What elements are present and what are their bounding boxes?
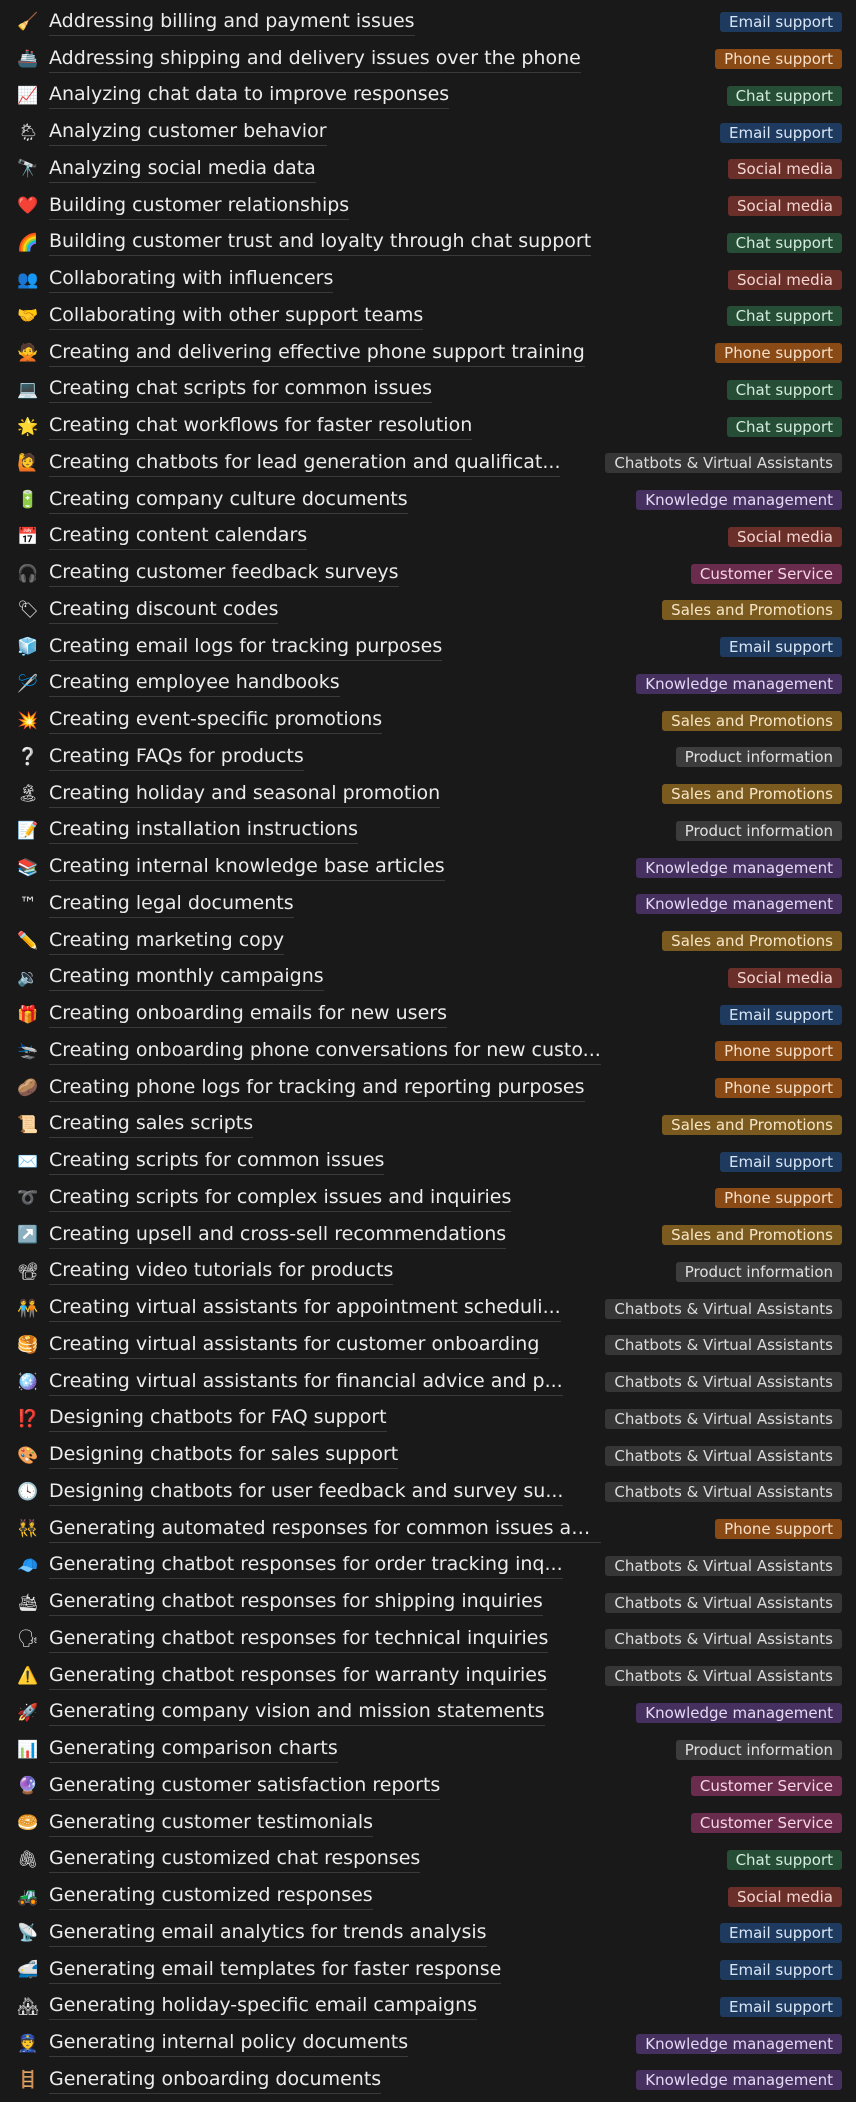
laptop-icon: 💻 bbox=[17, 379, 39, 400]
item-title[interactable]: Creating chatbots for lead generation and qualificat... bbox=[49, 450, 560, 477]
item-title[interactable]: Creating virtual assistants for customer onboarding bbox=[49, 1332, 539, 1359]
mirror-ball-icon: 🪩 bbox=[17, 1372, 39, 1393]
category-tag: Chatbots & Virtual Assistants bbox=[605, 1446, 842, 1466]
category-tag: Social media bbox=[728, 196, 842, 216]
item-title[interactable]: Creating video tutorials for products bbox=[49, 1258, 393, 1285]
memo-icon: 📝 bbox=[17, 820, 39, 841]
item-title[interactable]: Generating customer satisfaction reports bbox=[49, 1773, 440, 1800]
item-title[interactable]: Analyzing chat data to improve responses bbox=[49, 82, 449, 109]
scroll-icon: 📜 bbox=[17, 1114, 39, 1135]
item-title[interactable]: Generating customized responses bbox=[49, 1883, 373, 1910]
list-item[interactable] bbox=[0, 1952, 856, 1989]
item-title[interactable]: Creating onboarding emails for new users bbox=[49, 1001, 447, 1028]
category-tag: Product information bbox=[676, 1262, 842, 1282]
category-tag: Customer Service bbox=[691, 1813, 842, 1833]
category-tag: Product information bbox=[676, 1740, 842, 1760]
item-title[interactable]: Creating event-specific promotions bbox=[49, 707, 382, 734]
calendar-icon: 📅 bbox=[17, 526, 39, 547]
item-title[interactable]: Creating virtual assistants for financial advice and p... bbox=[49, 1369, 563, 1396]
item-title[interactable]: Addressing billing and payment issues bbox=[49, 9, 415, 36]
category-tag: Email support bbox=[720, 637, 842, 657]
bar-chart-icon: 📊 bbox=[17, 1739, 39, 1760]
list-item[interactable] bbox=[0, 1878, 856, 1915]
label-tag-icon: 🏷 bbox=[17, 600, 39, 621]
list-item[interactable] bbox=[0, 776, 856, 813]
item-title[interactable]: Generating email analytics for trends analysis bbox=[49, 1920, 487, 1947]
item-title[interactable]: Creating monthly campaigns bbox=[49, 964, 324, 991]
list-item[interactable] bbox=[0, 1180, 856, 1217]
list-item[interactable] bbox=[0, 298, 856, 335]
sun-rain-cloud-icon: 🌦 bbox=[17, 122, 39, 143]
sewing-needle-icon: 🪡 bbox=[17, 673, 39, 694]
list-item[interactable] bbox=[0, 261, 856, 298]
category-tag: Chat support bbox=[727, 86, 842, 106]
list-item[interactable] bbox=[0, 592, 856, 629]
exclamation-question-icon: ⁉️ bbox=[17, 1408, 39, 1429]
item-title[interactable]: Generating internal policy documents bbox=[49, 2030, 408, 2057]
category-tag: Chatbots & Virtual Assistants bbox=[605, 1299, 842, 1319]
category-tag: Knowledge management bbox=[636, 2070, 842, 2090]
list-item[interactable] bbox=[0, 2025, 856, 2062]
category-tag: Chat support bbox=[727, 1850, 842, 1870]
list-item[interactable] bbox=[0, 1805, 856, 1842]
category-tag: Email support bbox=[720, 1997, 842, 2017]
chart-increasing-icon: 📈 bbox=[17, 85, 39, 106]
item-title[interactable]: Creating internal knowledge base articles bbox=[49, 854, 445, 881]
category-tag: Phone support bbox=[715, 1519, 842, 1539]
item-title[interactable]: Generating chatbot responses for order tracking inq... bbox=[49, 1552, 563, 1579]
palette-icon: 🎨 bbox=[17, 1445, 39, 1466]
up-right-arrow-icon: ↗️ bbox=[17, 1225, 39, 1246]
item-title[interactable]: Generating email templates for faster response bbox=[49, 1957, 501, 1984]
item-title[interactable]: Generating chatbot responses for technical inquiries bbox=[49, 1626, 548, 1653]
telescope-icon: 🔭 bbox=[17, 159, 39, 180]
item-title[interactable]: Creating email logs for tracking purposes bbox=[49, 634, 442, 661]
list-item[interactable] bbox=[0, 1364, 856, 1401]
list-item[interactable] bbox=[0, 702, 856, 739]
category-tag: Knowledge management bbox=[636, 1703, 842, 1723]
item-title[interactable]: Creating phone logs for tracking and reporting purposes bbox=[49, 1075, 585, 1102]
collision-icon: 💥 bbox=[17, 710, 39, 731]
item-title[interactable]: Creating onboarding phone conversations for new custo... bbox=[49, 1038, 601, 1065]
item-title[interactable]: Addressing shipping and delivery issues over the phone bbox=[49, 46, 581, 73]
list-item[interactable] bbox=[0, 1070, 856, 1107]
tractor-icon: 🚜 bbox=[17, 1886, 39, 1907]
category-tag: Sales and Promotions bbox=[662, 1115, 842, 1135]
police-officer-icon: 👮 bbox=[17, 2033, 39, 2054]
list-item[interactable] bbox=[0, 372, 856, 409]
category-tag: Chatbots & Virtual Assistants bbox=[605, 1372, 842, 1392]
item-title[interactable]: Generating company vision and mission statements bbox=[49, 1699, 545, 1726]
list-item[interactable] bbox=[0, 996, 856, 1033]
category-tag: Chat support bbox=[727, 380, 842, 400]
category-tag: Chatbots & Virtual Assistants bbox=[605, 1593, 842, 1613]
category-tag: Social media bbox=[728, 270, 842, 290]
rainbow-icon: 🌈 bbox=[17, 232, 39, 253]
category-tag: Email support bbox=[720, 1005, 842, 1025]
item-title[interactable]: Creating customer feedback surveys bbox=[49, 560, 399, 587]
item-title[interactable]: Generating customized chat responses bbox=[49, 1846, 420, 1873]
list-item[interactable] bbox=[0, 1915, 856, 1952]
item-title[interactable]: Designing chatbots for FAQ support bbox=[49, 1405, 387, 1432]
category-tag: Sales and Promotions bbox=[662, 931, 842, 951]
broom-icon: 🧹 bbox=[17, 12, 39, 33]
list-item[interactable] bbox=[0, 41, 856, 78]
category-tag: Email support bbox=[720, 1152, 842, 1172]
category-tag: Product information bbox=[676, 747, 842, 767]
item-title[interactable]: Creating chat workflows for faster resolution bbox=[49, 413, 472, 440]
warning-icon: ⚠️ bbox=[17, 1666, 39, 1687]
handshake-icon: 🤝 bbox=[17, 306, 39, 327]
list-item[interactable] bbox=[0, 408, 856, 445]
list-item[interactable] bbox=[0, 78, 856, 115]
gift-box-icon: 🎁 bbox=[17, 1004, 39, 1025]
list-item[interactable] bbox=[0, 1842, 856, 1879]
list-item[interactable] bbox=[0, 1658, 856, 1695]
category-tag: Email support bbox=[720, 123, 842, 143]
category-tag: Email support bbox=[720, 12, 842, 32]
category-tag: Chatbots & Virtual Assistants bbox=[605, 1666, 842, 1686]
list-item[interactable] bbox=[0, 1511, 856, 1548]
item-title[interactable]: Generating holiday-specific email campaigns bbox=[49, 1993, 477, 2020]
item-title[interactable]: Creating scripts for common issues bbox=[49, 1148, 384, 1175]
list-item[interactable] bbox=[0, 666, 856, 703]
category-tag: Phone support bbox=[715, 1078, 842, 1098]
category-tag: Knowledge management bbox=[636, 894, 842, 914]
battery-icon: 🔋 bbox=[17, 490, 39, 511]
category-tag: Knowledge management bbox=[636, 490, 842, 510]
category-tag: Social media bbox=[728, 968, 842, 988]
speaker-icon: 🔉 bbox=[17, 967, 39, 988]
item-title[interactable]: Building customer trust and loyalty through chat support bbox=[49, 229, 591, 256]
item-title[interactable]: Generating comparison charts bbox=[49, 1736, 338, 1763]
list-item[interactable] bbox=[0, 335, 856, 372]
ice-cube-icon: 🧊 bbox=[17, 637, 39, 658]
item-title[interactable]: Creating employee handbooks bbox=[49, 670, 340, 697]
category-tag: Product information bbox=[676, 821, 842, 841]
list-item[interactable] bbox=[0, 482, 856, 519]
item-title[interactable]: Creating scripts for complex issues and inquiries bbox=[49, 1185, 511, 1212]
people-group-icon: 🧑‍🤝‍🧑 bbox=[17, 1298, 39, 1319]
paperclip-icon: 🖇 bbox=[17, 1849, 39, 1870]
item-title[interactable]: Creating company culture documents bbox=[49, 487, 408, 514]
category-tag: Sales and Promotions bbox=[662, 711, 842, 731]
list-item[interactable] bbox=[0, 1254, 856, 1291]
category-tag: Email support bbox=[720, 1960, 842, 1980]
train-icon: 🚅 bbox=[17, 1960, 39, 1981]
list-item[interactable] bbox=[0, 4, 856, 41]
category-tag: Chat support bbox=[727, 417, 842, 437]
item-title[interactable]: Generating chatbot responses for warranty inquiries bbox=[49, 1663, 547, 1690]
list-item[interactable] bbox=[0, 1548, 856, 1585]
list-item[interactable] bbox=[0, 1768, 856, 1805]
list-item[interactable] bbox=[0, 151, 856, 188]
satellite-antenna-icon: 📡 bbox=[17, 1923, 39, 1944]
item-title[interactable]: Designing chatbots for sales support bbox=[49, 1442, 398, 1469]
item-title[interactable]: Creating virtual assistants for appointment scheduli... bbox=[49, 1295, 561, 1322]
desert-island-icon: 🏝 bbox=[17, 784, 39, 805]
list-item[interactable] bbox=[0, 1327, 856, 1364]
clock-icon: 🕓 bbox=[17, 1482, 39, 1503]
list-item[interactable] bbox=[0, 1143, 856, 1180]
person-gesturing-icon: 🙅 bbox=[17, 343, 39, 364]
category-tag: Sales and Promotions bbox=[662, 1225, 842, 1245]
item-title[interactable]: Generating chatbot responses for shipping inquiries bbox=[49, 1589, 543, 1616]
crystal-ball-icon: 🔮 bbox=[17, 1776, 39, 1797]
speaking-head-icon: 🗣 bbox=[17, 1629, 39, 1650]
category-tag: Customer Service bbox=[691, 1776, 842, 1796]
item-title[interactable]: Creating marketing copy bbox=[49, 928, 284, 955]
airplane-arrival-icon: 🛬 bbox=[17, 1041, 39, 1062]
category-tag: Knowledge management bbox=[636, 858, 842, 878]
category-tag: Chatbots & Virtual Assistants bbox=[605, 1335, 842, 1355]
category-tag: Knowledge management bbox=[636, 674, 842, 694]
trademark-icon: ™ bbox=[19, 894, 37, 915]
list-item[interactable] bbox=[0, 1033, 856, 1070]
category-tag: Chatbots & Virtual Assistants bbox=[605, 453, 842, 473]
item-title[interactable]: Creating holiday and seasonal promotion bbox=[49, 781, 440, 808]
list-item[interactable] bbox=[0, 1584, 856, 1621]
list-item[interactable] bbox=[0, 1437, 856, 1474]
category-tag: Chatbots & Virtual Assistants bbox=[605, 1556, 842, 1576]
category-tag: Social media bbox=[728, 159, 842, 179]
list-item[interactable] bbox=[0, 960, 856, 997]
list-item[interactable] bbox=[0, 739, 856, 776]
list-item[interactable] bbox=[0, 1989, 856, 2026]
pencil-icon: ✏️ bbox=[17, 931, 39, 952]
people-dancing-icon: 👯 bbox=[17, 1519, 39, 1540]
list-item[interactable] bbox=[0, 1695, 856, 1732]
item-title[interactable]: Creating installation instructions bbox=[49, 817, 358, 844]
category-tag: Social media bbox=[728, 1887, 842, 1907]
item-title[interactable]: Analyzing social media data bbox=[49, 156, 316, 183]
item-title[interactable]: Creating content calendars bbox=[49, 523, 307, 550]
category-tag: Chat support bbox=[727, 233, 842, 253]
list-item[interactable] bbox=[0, 2062, 856, 2099]
glowing-star-icon: 🌟 bbox=[17, 416, 39, 437]
list-item[interactable] bbox=[0, 1217, 856, 1254]
list-item[interactable] bbox=[0, 1401, 856, 1438]
list-item[interactable] bbox=[0, 1621, 856, 1658]
category-tag: Phone support bbox=[715, 343, 842, 363]
list-item[interactable] bbox=[0, 849, 856, 886]
list-item[interactable] bbox=[0, 188, 856, 225]
category-tag: Chatbots & Virtual Assistants bbox=[605, 1409, 842, 1429]
list-item[interactable] bbox=[0, 923, 856, 960]
ladder-icon: 🪜 bbox=[17, 2070, 39, 2091]
item-title[interactable]: Building customer relationships bbox=[49, 193, 349, 220]
list-item[interactable] bbox=[0, 114, 856, 151]
film-projector-icon: 📽 bbox=[17, 1261, 39, 1282]
list-item[interactable] bbox=[0, 445, 856, 482]
category-tag: Chat support bbox=[727, 306, 842, 326]
list-item[interactable] bbox=[0, 1107, 856, 1144]
pancakes-icon: 🥞 bbox=[17, 1335, 39, 1356]
people-icon: 👥 bbox=[17, 269, 39, 290]
category-tag: Phone support bbox=[715, 1188, 842, 1208]
books-icon: 📚 bbox=[17, 857, 39, 878]
list-item[interactable] bbox=[0, 629, 856, 666]
person-raising-hand-icon: 🙋 bbox=[17, 453, 39, 474]
item-title[interactable]: Collaborating with other support teams bbox=[49, 303, 423, 330]
category-tag: Chatbots & Virtual Assistants bbox=[605, 1482, 842, 1502]
envelope-icon: ✉️ bbox=[17, 1151, 39, 1172]
category-tag: Phone support bbox=[715, 1041, 842, 1061]
item-title[interactable]: Creating discount codes bbox=[49, 597, 278, 624]
cap-icon: 🧢 bbox=[17, 1555, 39, 1576]
list-item[interactable] bbox=[0, 519, 856, 556]
item-title[interactable]: Creating upsell and cross-sell recommendations bbox=[49, 1222, 506, 1249]
list-item[interactable] bbox=[0, 1474, 856, 1511]
houses-icon: 🏘 bbox=[17, 1996, 39, 2017]
red-heart-icon: ❤️ bbox=[17, 196, 39, 217]
list-item[interactable] bbox=[0, 813, 856, 850]
category-tag: Customer Service bbox=[691, 564, 842, 584]
bagel-icon: 🥯 bbox=[17, 1813, 39, 1834]
item-title[interactable]: Generating customer testimonials bbox=[49, 1810, 373, 1837]
item-title[interactable]: Designing chatbots for user feedback and survey su... bbox=[49, 1479, 563, 1506]
question-mark-icon: ❔ bbox=[17, 747, 39, 768]
headphones-icon: 🎧 bbox=[17, 563, 39, 584]
passenger-ship-icon: 🛳 bbox=[17, 1592, 39, 1613]
rocket-icon: 🚀 bbox=[17, 1702, 39, 1723]
list-item[interactable] bbox=[0, 1290, 856, 1327]
category-tag: Sales and Promotions bbox=[662, 600, 842, 620]
curly-loop-icon: ➰ bbox=[17, 1188, 39, 1209]
list-item[interactable] bbox=[0, 1731, 856, 1768]
item-title[interactable]: Creating sales scripts bbox=[49, 1111, 253, 1138]
category-tag: Sales and Promotions bbox=[662, 784, 842, 804]
potato-icon: 🥔 bbox=[17, 1078, 39, 1099]
item-title[interactable]: Collaborating with influencers bbox=[49, 266, 333, 293]
item-title[interactable]: Analyzing customer behavior bbox=[49, 119, 327, 146]
item-title[interactable]: Creating and delivering effective phone support training bbox=[49, 340, 585, 367]
list-item[interactable] bbox=[0, 555, 856, 592]
item-title[interactable]: Creating legal documents bbox=[49, 891, 294, 918]
category-tag: Social media bbox=[728, 527, 842, 547]
category-tag: Email support bbox=[720, 1923, 842, 1943]
item-title[interactable]: Generating automated responses for common issues an... bbox=[49, 1516, 601, 1543]
category-tag: Chatbots & Virtual Assistants bbox=[605, 1629, 842, 1649]
category-tag: Phone support bbox=[715, 49, 842, 69]
item-title[interactable]: Creating FAQs for products bbox=[49, 744, 304, 771]
item-title[interactable]: Creating chat scripts for common issues bbox=[49, 376, 432, 403]
list-item[interactable] bbox=[0, 886, 856, 923]
list-item[interactable] bbox=[0, 225, 856, 262]
category-tag: Knowledge management bbox=[636, 2034, 842, 2054]
ship-icon: 🚢 bbox=[17, 49, 39, 70]
item-title[interactable]: Generating onboarding documents bbox=[49, 2067, 381, 2094]
